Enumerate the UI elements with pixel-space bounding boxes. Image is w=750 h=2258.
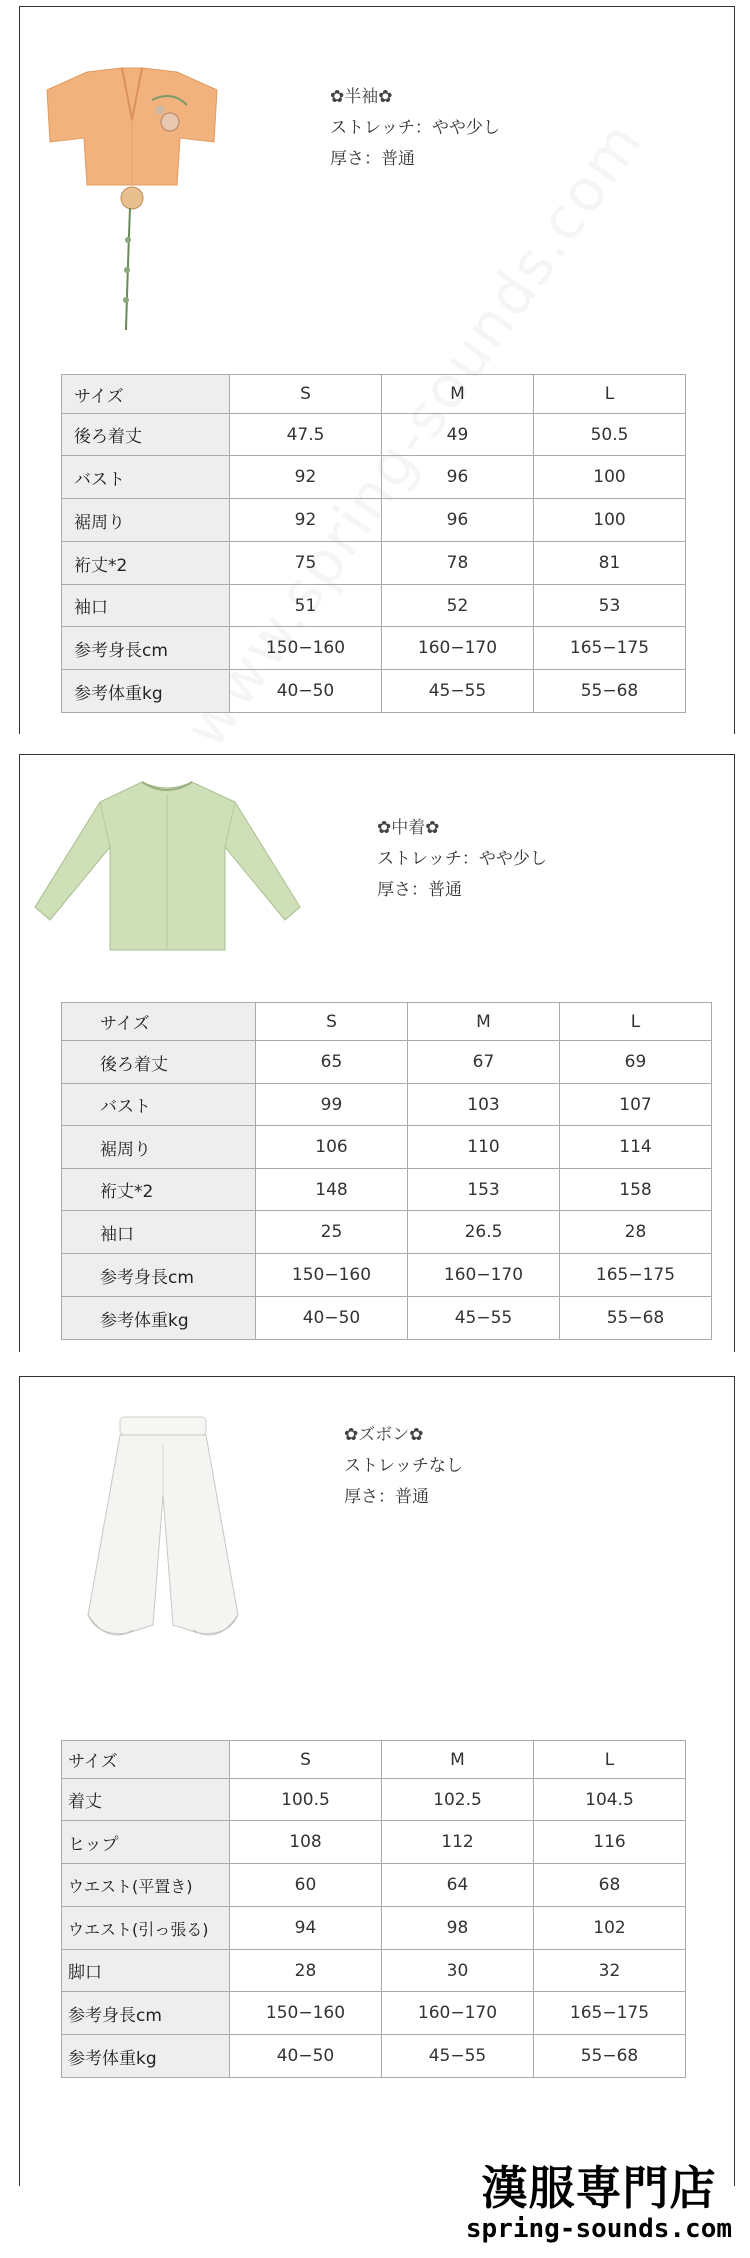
brand-name: 漢服専門店 bbox=[481, 2161, 717, 2215]
table-row bbox=[62, 1126, 712, 1169]
table-row bbox=[62, 1864, 686, 1907]
table-row bbox=[62, 499, 686, 542]
header-l: L bbox=[534, 1741, 686, 1779]
row-label: 後ろ着丈 bbox=[62, 1041, 256, 1084]
cell: 81 bbox=[534, 542, 686, 585]
cell: 51 bbox=[230, 585, 382, 627]
product-title: ✿半袖✿ bbox=[330, 87, 393, 107]
cell: 160−170 bbox=[408, 1254, 560, 1297]
row-label: 後ろ着丈 bbox=[62, 414, 230, 456]
cell: 165−175 bbox=[534, 627, 686, 670]
cell: 28 bbox=[560, 1211, 712, 1254]
table-row bbox=[62, 542, 686, 585]
table-row bbox=[62, 414, 686, 456]
cell: 75 bbox=[230, 542, 382, 585]
cell: 102.5 bbox=[382, 1779, 534, 1821]
header-s: S bbox=[230, 375, 382, 414]
row-label: 裾周り bbox=[62, 499, 230, 542]
table-row bbox=[62, 1821, 686, 1864]
cell: 92 bbox=[230, 499, 382, 542]
table-header-row bbox=[62, 375, 686, 414]
cell: 55−68 bbox=[534, 670, 686, 713]
cell: 160−170 bbox=[382, 1992, 534, 2035]
row-label: 参考体重kg bbox=[62, 670, 230, 713]
cell: 107 bbox=[560, 1084, 712, 1126]
table-row bbox=[62, 1297, 712, 1340]
cell: 148 bbox=[256, 1169, 408, 1211]
row-label: 袖口 bbox=[62, 585, 230, 627]
row-label: 参考身長cm bbox=[62, 627, 230, 670]
row-label: ヒップ bbox=[62, 1821, 230, 1864]
row-label: ウエスト(引っ張る) bbox=[62, 1907, 230, 1950]
cell: 45−55 bbox=[382, 2035, 534, 2078]
cell: 153 bbox=[408, 1169, 560, 1211]
product-title: ✿ズボン✿ bbox=[344, 1425, 424, 1445]
cell: 40−50 bbox=[230, 2035, 382, 2078]
header-size: サイズ bbox=[62, 1741, 230, 1779]
cell: 96 bbox=[382, 499, 534, 542]
cell: 102 bbox=[534, 1907, 686, 1950]
cell: 50.5 bbox=[534, 414, 686, 456]
header-s: S bbox=[256, 1003, 408, 1041]
jacket-image bbox=[42, 60, 222, 345]
row-label: 裄丈*2 bbox=[62, 542, 230, 585]
product-info-1 bbox=[330, 82, 500, 175]
cell: 52 bbox=[382, 585, 534, 627]
row-label: 参考体重kg bbox=[62, 2035, 230, 2078]
stretch-text: ストレッチ：やや少し bbox=[330, 118, 500, 138]
table-row bbox=[62, 1907, 686, 1950]
table-row bbox=[62, 2035, 686, 2078]
cell: 47.5 bbox=[230, 414, 382, 456]
header-l: L bbox=[534, 375, 686, 414]
table-row bbox=[62, 1992, 686, 2035]
cell: 55−68 bbox=[560, 1297, 712, 1340]
cell: 96 bbox=[382, 456, 534, 499]
table-row bbox=[62, 1779, 686, 1821]
cell: 158 bbox=[560, 1169, 712, 1211]
row-label: バスト bbox=[62, 456, 230, 499]
header-m: M bbox=[408, 1003, 560, 1041]
cell: 53 bbox=[534, 585, 686, 627]
cell: 92 bbox=[230, 456, 382, 499]
row-label: 参考身長cm bbox=[62, 1254, 256, 1297]
row-label: 脚口 bbox=[62, 1950, 230, 1992]
row-label: バスト bbox=[62, 1084, 256, 1126]
thickness-text: 厚さ：普通 bbox=[330, 149, 415, 169]
row-label: 参考身長cm bbox=[62, 1992, 230, 2035]
cell: 165−175 bbox=[534, 1992, 686, 2035]
header-s: S bbox=[230, 1741, 382, 1779]
table-row bbox=[62, 1211, 712, 1254]
pants-image bbox=[78, 1415, 248, 1650]
table-row bbox=[62, 1254, 712, 1297]
cell: 26.5 bbox=[408, 1211, 560, 1254]
cell: 100 bbox=[534, 499, 686, 542]
brand-logo bbox=[466, 2162, 732, 2244]
row-label: ウエスト(平置き) bbox=[62, 1864, 230, 1907]
table-row bbox=[62, 456, 686, 499]
size-table-2 bbox=[61, 1002, 712, 1340]
thickness-text: 厚さ：普通 bbox=[344, 1487, 429, 1507]
product-info-3 bbox=[344, 1420, 463, 1513]
header-size: サイズ bbox=[62, 1003, 256, 1041]
cell: 150−160 bbox=[256, 1254, 408, 1297]
cell: 69 bbox=[560, 1041, 712, 1084]
cell: 94 bbox=[230, 1907, 382, 1950]
cell: 49 bbox=[382, 414, 534, 456]
size-table-3 bbox=[61, 1740, 686, 2078]
cell: 65 bbox=[256, 1041, 408, 1084]
table-row bbox=[62, 1084, 712, 1126]
table-row bbox=[62, 1169, 712, 1211]
cell: 68 bbox=[534, 1864, 686, 1907]
cell: 40−50 bbox=[230, 670, 382, 713]
size-table-1 bbox=[61, 374, 686, 713]
cell: 160−170 bbox=[382, 627, 534, 670]
cell: 32 bbox=[534, 1950, 686, 1992]
row-label: 裄丈*2 bbox=[62, 1169, 256, 1211]
cell: 40−50 bbox=[256, 1297, 408, 1340]
product-info-2 bbox=[377, 813, 547, 906]
cell: 112 bbox=[382, 1821, 534, 1864]
cell: 103 bbox=[408, 1084, 560, 1126]
cell: 104.5 bbox=[534, 1779, 686, 1821]
table-row bbox=[62, 627, 686, 670]
brand-url: spring-sounds.com bbox=[465, 2214, 732, 2244]
stretch-text: ストレッチ：やや少し bbox=[377, 849, 547, 869]
cell: 100 bbox=[534, 456, 686, 499]
table-row bbox=[62, 1950, 686, 1992]
stretch-text: ストレッチなし bbox=[344, 1456, 463, 1476]
header-m: M bbox=[382, 375, 534, 414]
cell: 150−160 bbox=[230, 627, 382, 670]
cell: 45−55 bbox=[382, 670, 534, 713]
cell: 165−175 bbox=[560, 1254, 712, 1297]
cell: 114 bbox=[560, 1126, 712, 1169]
cell: 45−55 bbox=[408, 1297, 560, 1340]
table-row bbox=[62, 585, 686, 627]
cell: 64 bbox=[382, 1864, 534, 1907]
table-header-row bbox=[62, 1003, 712, 1041]
cell: 25 bbox=[256, 1211, 408, 1254]
table-row bbox=[62, 1041, 712, 1084]
cell: 110 bbox=[408, 1126, 560, 1169]
cell: 106 bbox=[256, 1126, 408, 1169]
row-label: 袖口 bbox=[62, 1211, 256, 1254]
cell: 150−160 bbox=[230, 1992, 382, 2035]
cell: 116 bbox=[534, 1821, 686, 1864]
product-title: ✿中着✿ bbox=[377, 818, 440, 838]
row-label: 参考体重kg bbox=[62, 1297, 256, 1340]
table-header-row bbox=[62, 1741, 686, 1779]
cell: 98 bbox=[382, 1907, 534, 1950]
top-garment-image bbox=[30, 772, 305, 957]
header-size: サイズ bbox=[62, 375, 230, 414]
header-l: L bbox=[560, 1003, 712, 1041]
table-row bbox=[62, 670, 686, 713]
cell: 67 bbox=[408, 1041, 560, 1084]
cell: 28 bbox=[230, 1950, 382, 1992]
cell: 108 bbox=[230, 1821, 382, 1864]
row-label: 着丈 bbox=[62, 1779, 230, 1821]
cell: 78 bbox=[382, 542, 534, 585]
cell: 60 bbox=[230, 1864, 382, 1907]
row-label: 裾周り bbox=[62, 1126, 256, 1169]
header-m: M bbox=[382, 1741, 534, 1779]
cell: 30 bbox=[382, 1950, 534, 1992]
thickness-text: 厚さ：普通 bbox=[377, 880, 462, 900]
cell: 55−68 bbox=[534, 2035, 686, 2078]
cell: 99 bbox=[256, 1084, 408, 1126]
cell: 100.5 bbox=[230, 1779, 382, 1821]
